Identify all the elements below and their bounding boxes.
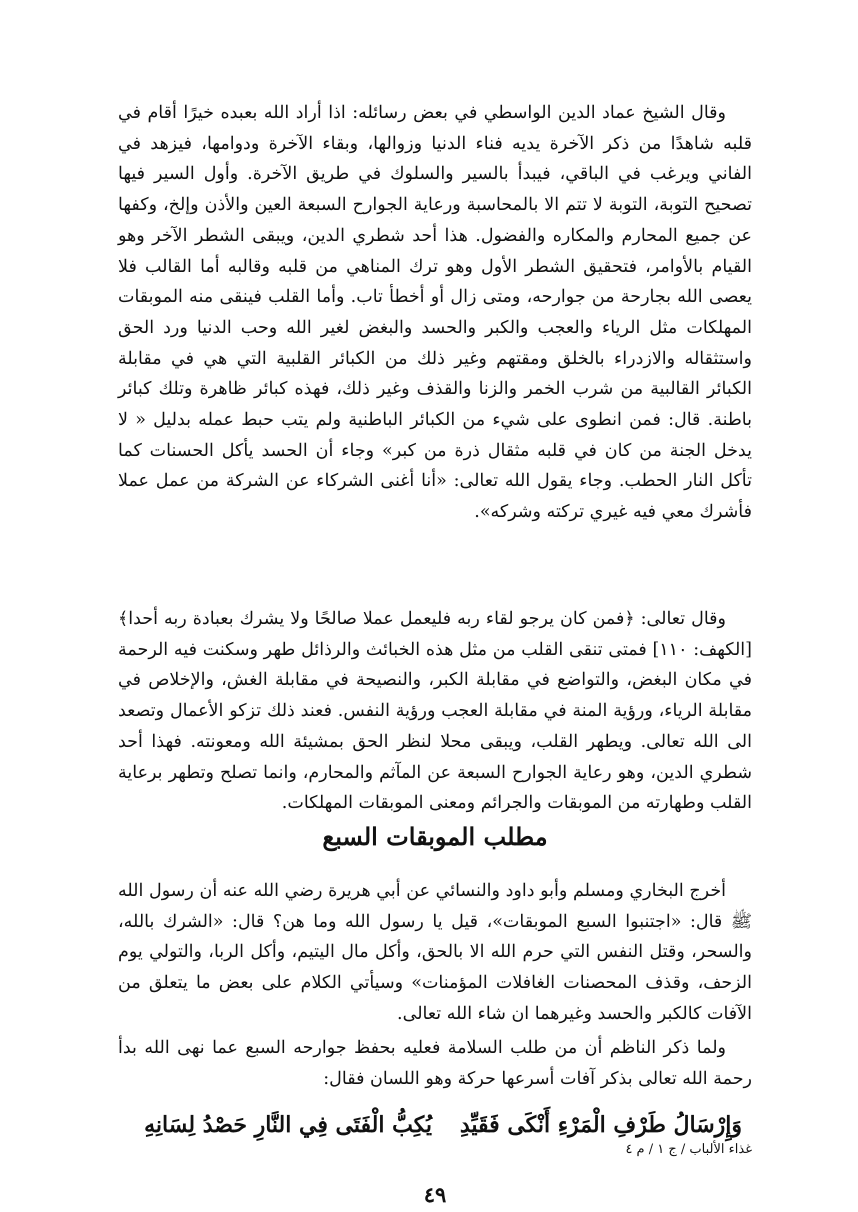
paragraph-poem-intro: ولما ذكر الناظم أن من طلب السلامة فعليه بحفظ جوارحه السبع عما نهى الله بدأ رحمة الله تعالى بذكر آفات أسرعها حركة وهو اللسان فقال: [118, 1038, 752, 1089]
page-number: ٤٩ [423, 1182, 447, 1207]
paragraph-quran-verse: وقال تعالى: ﴿فمن كان يرجو لقاء ربه فليعمل عملا صالحًا ولا يشرك بعبادة ربه أحدا﴾ [الكهف: ١١٠] فمتى تنقى القلب من مثل هذه الخبائث والرذائل طهر وسكنت فيه الرحمة في مكان البغض، والتواضع في مقابلة الكبر، والنصيحة في مقابلة الغش، والإخلاص في مقابلة الرياء، ورؤية المنة في مقابلة العجب ورؤية النفس. فعند ذلك تزكو الأعمال وتصعد الى الله تعالى. ويطهر القلب، ويبقى محلا لنظر الحق بمشيئة الله ومعونته. فهذا أحد شطري الدين، وهو رعاية الجوارح السبعة عن المآثم والمحارم، وانما تصلح وتطهر برعاية القلب وطهارته من الموبقات والجرائم ومعنى الموبقات المهلكات. [118, 609, 752, 814]
verse-second-hemistich: وَإِرْسَالُ طَرْفِ الْمَرْءِ أَنْكَى فَقَيِّدِ [459, 1112, 742, 1138]
verse-first-hemistich: يُكِبُّ الْفَتَى فِي النَّارِ حَصْدُ لِسَانِهِ [144, 1112, 432, 1138]
footnote-signature: غذاء الألباب / ج ١ / م ٤ [625, 1142, 752, 1157]
paragraph-hadith: أخرج البخاري ومسلم وأبو داود والنسائي عن أبي هريرة رضي الله عنه أن رسول الله ﷺ قال: «اجتنبوا السبع الموبقات»، قيل يا رسول الله وما هن؟ قال: «الشرك بالله، والسحر، وقتل النفس التي حرم الله الا بالحق، وأكل مال اليتيم، وأكل الربا، والتولي يوم الزحف، وقذف المحصنات الغافلات المؤمنات» وسيأتي الكلام على بعض ما يتعلق من الآفات كالكبر والحسد وغيرهما ان شاء الله تعالى. [118, 881, 752, 1024]
paragraph-wasiti-quote: وقال الشيخ عماد الدين الواسطي في بعض رسائله: اذا أراد الله بعبده خيرًا أقام في قلبه شاهدًا من ذكر الآخرة يديه فناء الدنيا وزوالها، وبقاء الآخرة ودوامها، فيزهد في الفاني ويرغب في الباقي، فيبدأ بالسير والسلوك في طريق الآخرة. وأول السير فيها تصحيح التوبة، التوبة لا تتم الا بالمحاسبة ورعاية الجوارح السبعة العين والأذن وإلخ، وكفها عن جميع المحارم والمكاره والفضول. هذا أحد شطري الدين، ويبقى الشطر الآخر وهو القيام بالأوامر، فتحقيق الشطر الأول وهو ترك المناهي من قلبه وقالبه أما القالب فلا يعصى الله بجارحة من جوارحه، ومتى زال أو أخطأ تاب. وأما القلب فينقى منه الموبقات المهلكات مثل الرياء والعجب والكبر والحسد والبغض لغير الله وحب الدنيا ورد الحق واستثقاله والازدراء بالخلق ومقتهم وغير ذلك من الكبائر القلبية التي هي في مقابلة الكبائر القالبية من شرب الخمر والزنا والقذف وغير ذلك، فهذه كبائر ظاهرة وتلك كبائر باطنة. قال: فمن انطوى على شيء من الكبائر الباطنية ولم يتب حبط عمله بدليل « لا يدخل الجنة من كان في قلبه مثقال ذرة من كبر» وجاء أن الحسد يأكل الحسنات كما تأكل النار الحطب. وجاء يقول الله تعالى: «أنا أغنى الشركاء عن الشركة من عمل عملا فأشرك معي فيه غيري تركته وشركه». [118, 103, 752, 523]
book-page [118, 90, 752, 1207]
section-heading: مطلب الموبقات السبع [322, 822, 548, 851]
